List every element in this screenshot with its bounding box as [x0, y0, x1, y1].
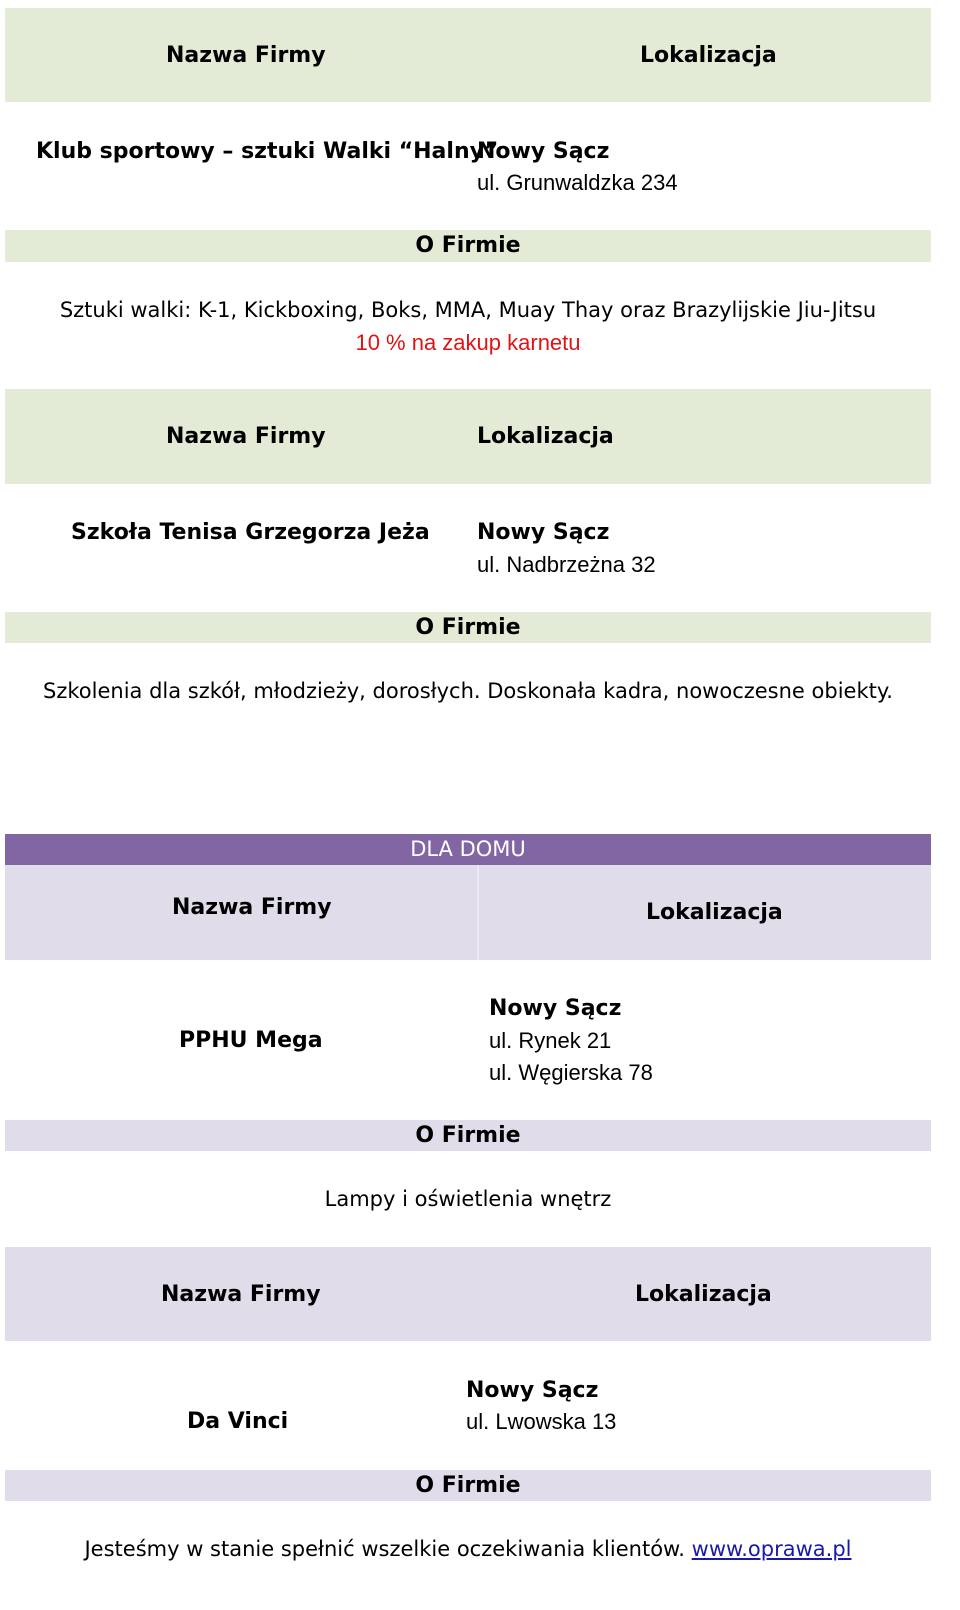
company-name-header: Nazwa Firmy: [166, 424, 326, 449]
section-title: DLA DOMU: [410, 837, 526, 861]
company-name-header: Nazwa Firmy: [172, 895, 332, 920]
location-header: Lokalizacja: [646, 900, 783, 925]
company-description: Sztuki walki: K-1, Kickboxing, Boks, MMA, Muay Thay oraz Brazylijskie Jiu-Jitsu: [59, 298, 877, 322]
about-label: O Firmie: [415, 233, 521, 258]
street-address: ul. Rynek 21: [489, 1028, 612, 1053]
location-header: Lokalizacja: [635, 1282, 772, 1307]
company-name: Da Vinci: [187, 1409, 289, 1434]
header-row-1: [5, 8, 931, 102]
city: Nowy Sącz: [477, 139, 610, 164]
company-name: Klub sportowy – sztuki Walki “Halny”: [36, 139, 499, 164]
company-description-line: [5, 1537, 931, 1561]
company-name-header: Nazwa Firmy: [161, 1282, 321, 1307]
city: Nowy Sącz: [466, 1378, 599, 1403]
location-header: Lokalizacja: [640, 43, 777, 68]
city: Nowy Sącz: [477, 520, 610, 545]
street-address: ul. Lwowska 13: [466, 1409, 617, 1434]
column-divider: [477, 865, 479, 960]
company-name: Szkoła Tenisa Grzegorza Jeża: [71, 520, 430, 545]
street-address: ul. Nadbrzeżna 32: [477, 552, 656, 577]
company-description: Szkolenia dla szkół, młodzieży, dorosłych. Doskonała kadra, nowoczesne obiekty.: [43, 679, 893, 703]
website-link[interactable]: www.oprawa.pl: [691, 1537, 852, 1561]
company-description: Lampy i oświetlenia wnętrz: [324, 1187, 612, 1211]
header-row-4: [5, 1247, 931, 1341]
city: Nowy Sącz: [489, 996, 622, 1021]
header-row-3: [5, 865, 931, 960]
about-label: O Firmie: [415, 615, 521, 640]
promo-discount: 10 % na zakup karnetu: [355, 330, 581, 355]
street-address: ul. Węgierska 78: [489, 1060, 653, 1085]
header-row-2: [5, 389, 931, 484]
street-address: ul. Grunwaldzka 234: [477, 170, 678, 195]
about-label: O Firmie: [415, 1123, 521, 1148]
about-label: O Firmie: [415, 1473, 521, 1498]
company-description: Jesteśmy w stanie spełnić wszelkie oczekiwania klientów.: [84, 1537, 685, 1561]
company-name: PPHU Mega: [179, 1028, 323, 1053]
company-name-header: Nazwa Firmy: [166, 43, 326, 68]
location-header: Lokalizacja: [477, 424, 614, 449]
